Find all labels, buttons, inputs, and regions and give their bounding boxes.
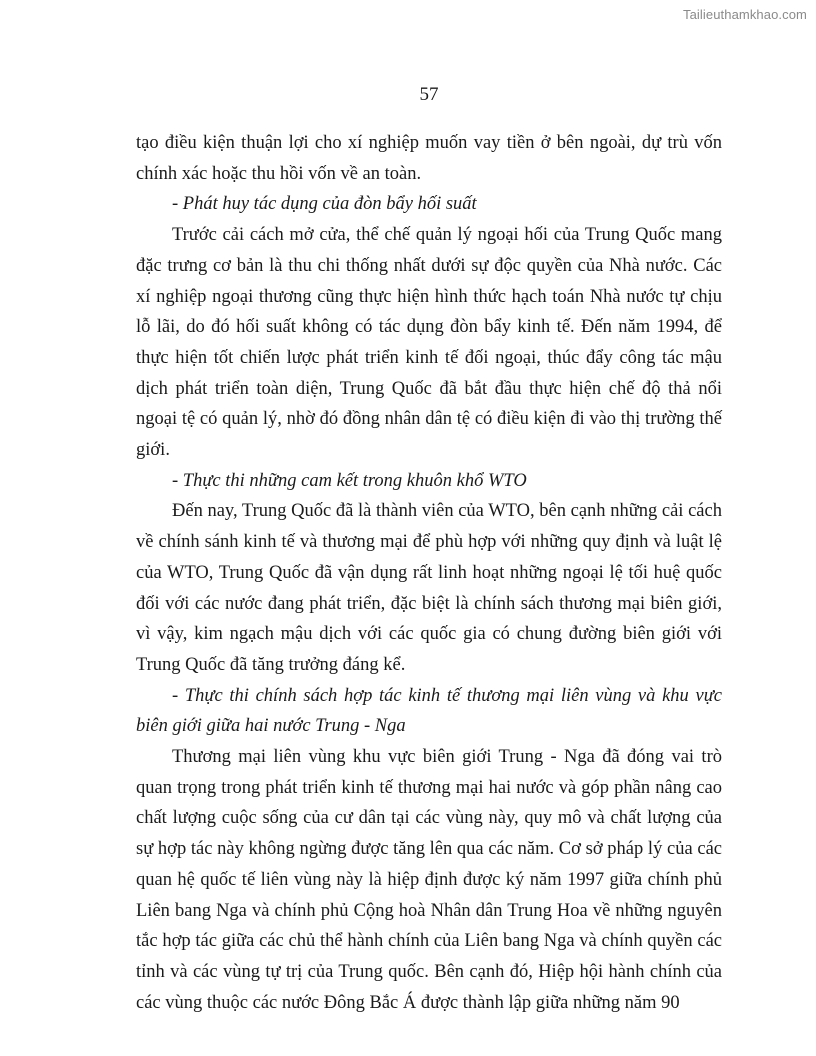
watermark-text: Tailieuthamkhao.com [682, 7, 807, 22]
page-body [136, 128, 722, 1018]
paragraph-continuation: tạo điều kiện thuận lợi cho xí nghiệp muốn vay tiền ở bên ngoài, dự trù vốn chính xác hoặc thu hồi vốn về an toàn. [136, 133, 722, 184]
paragraph-exchange-rate: Trước cải cách mở cửa, thể chế quản lý ngoại hối của Trung Quốc mang đặc trưng cơ bản là thu chi thống nhất dưới sự độc quyền của Nhà nước. Các xí nghiệp ngoại thương cũng thực hiện hình thức hạch toán Nhà nước tự chịu lỗ lãi, do đó hối suất không có tác dụng đòn bẩy kinh tế. Đến năm 1994, để thực hiện tốt chiến lược phát triển kinh tế đối ngoại, thúc đẩy công tác mậu dịch phát triển toàn diện, Trung Quốc đã bắt đầu thực hiện chế độ thả nổi ngoại tệ có quản lý, nhờ đó đồng nhân dân tệ có điều kiện đi vào thị trường thế giới. [136, 225, 722, 461]
paragraph-sino-russian: Thương mại liên vùng khu vực biên giới Trung - Nga đã đóng vai trò quan trọng trong phát triển kinh tế thương mại hai nước và góp phần nâng cao chất lượng cuộc sống của cư dân tại các vùng này, quy mô và chất lượng của sự hợp tác này không ngừng được tăng lên qua các năm. Cơ sở pháp lý của các quan hệ quốc tế liên vùng này là hiệp định được ký năm 1997 giữa chính phủ Liên bang Nga và chính phủ Cộng hoà Nhân dân Trung Hoa về những nguyên tắc hợp tác giữa các chủ thể hành chính của Liên bang Nga và chính quyền các tỉnh và các vùng tự trị của Trung quốc. Bên cạnh đó, Hiệp hội hành chính của các vùng thuộc các nước Đông Bắc Á được thành lập giữa những năm 90 [136, 747, 722, 1013]
page-number: 57 [419, 84, 439, 105]
section-heading-wto: - Thực thi những cam kết trong khuôn khổ WTO [172, 470, 527, 491]
section-heading-sino-russian: - Thực thi chính sách hợp tác kinh tế thương mại liên vùng và khu vực biên giới giữa hai nước Trung - Nga [136, 685, 722, 737]
section-heading-exchange-rate: - Phát huy tác dụng của đòn bẩy hối suất [172, 194, 477, 215]
paragraph-wto: Đến nay, Trung Quốc đã là thành viên của WTO, bên cạnh những cải cách về chính sánh kinh tế và thương mại để phù hợp với những quy định và luật lệ của WTO, Trung Quốc đã vận dụng rất linh hoạt những ngoại lệ tối huệ quốc đối với các nước đang phát triển, đặc biệt là chính sách thương mại biên giới, vì vậy, kim ngạch mậu dịch với các quốc gia có chung đường biên giới với Trung Quốc đã tăng trưởng đáng kể. [136, 501, 722, 675]
